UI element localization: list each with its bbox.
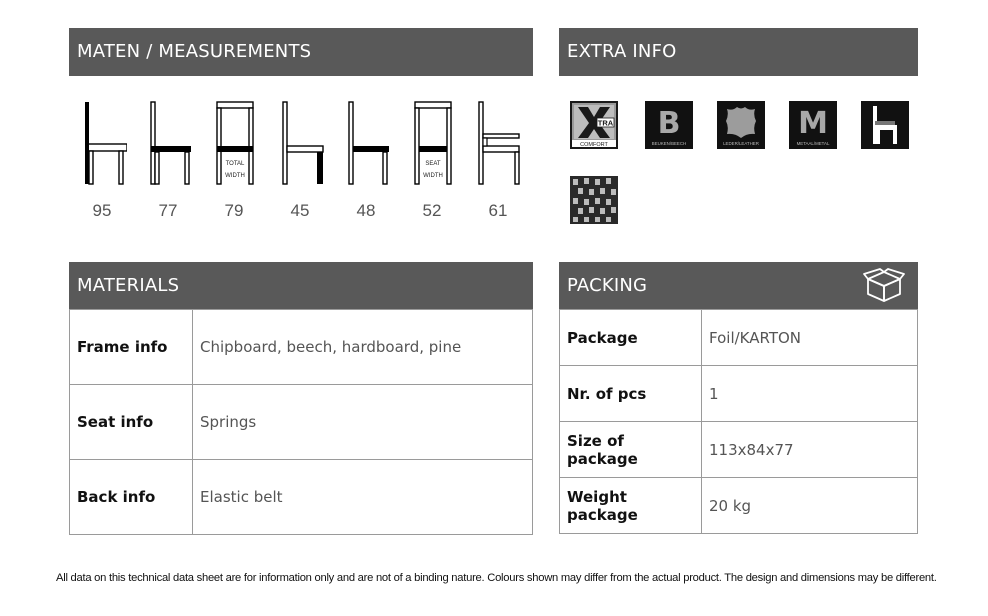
weight-label: Weight package — [560, 478, 702, 534]
diagram-height — [79, 100, 127, 186]
size-label: Size of package — [560, 422, 702, 478]
packing-table — [559, 309, 918, 534]
table-row — [560, 310, 918, 366]
materials-header: MATERIALS — [69, 262, 533, 309]
fabric-pattern-icon — [570, 176, 618, 224]
comfort-caption: COMFORT — [580, 142, 608, 148]
metal-letter: M — [798, 106, 828, 141]
extra-info-header: EXTRA INFO — [559, 28, 918, 76]
frame-info-label: Frame info — [70, 310, 193, 385]
table-row — [70, 460, 533, 535]
pcs-value: 1 — [702, 366, 918, 422]
chair-icon — [861, 101, 909, 149]
measurement-value: 79 — [224, 201, 244, 220]
seat-info-label: Seat info — [70, 385, 193, 460]
measurement-value: 48 — [356, 201, 376, 220]
beech-icon — [645, 101, 693, 149]
package-label: Package — [560, 310, 702, 366]
table-row — [560, 422, 918, 478]
table-row — [70, 385, 533, 460]
seat-info-value: Springs — [193, 385, 533, 460]
packing-header: PACKING — [559, 262, 918, 309]
metal-icon — [789, 101, 837, 149]
materials-table — [69, 309, 533, 535]
back-info-value: Elastic belt — [193, 460, 533, 535]
size-value: 113x84x77 — [702, 422, 918, 478]
measurement-value: 61 — [488, 201, 508, 220]
xtra-label: TRA — [597, 118, 614, 128]
diagram-depth — [277, 100, 325, 186]
seat-width-label-2: WIDTH — [423, 173, 443, 179]
weight-value: 20 kg — [702, 478, 918, 534]
frame-info-value: Chipboard, beech, hardboard, pine — [193, 310, 533, 385]
package-value: Foil/KARTON — [702, 310, 918, 366]
diagram-total-width — [211, 100, 259, 186]
measurement-value: 52 — [422, 201, 442, 220]
measurement-value: 77 — [158, 201, 178, 220]
total-width-label-2: WIDTH — [225, 173, 245, 179]
measurement-value: 45 — [290, 201, 310, 220]
table-row — [560, 478, 918, 534]
diagram-seat-depth — [343, 100, 391, 186]
diagram-armrest — [475, 100, 523, 186]
diagram-seat-height — [145, 100, 193, 186]
back-info-label: Back info — [70, 460, 193, 535]
pcs-label: Nr. of pcs — [560, 366, 702, 422]
table-row — [70, 310, 533, 385]
beech-letter: B — [657, 106, 681, 141]
diagram-seat-width — [409, 100, 457, 186]
beech-caption: BEUKEN/BEECH — [651, 141, 687, 146]
seat-width-label-1: SEAT — [425, 161, 441, 167]
leather-icon — [717, 101, 765, 149]
measurements-header: MATEN / MEASUREMENTS — [69, 28, 533, 76]
box-icon — [862, 268, 906, 304]
measurement-value: 95 — [92, 201, 112, 220]
xtra-comfort-icon — [570, 101, 618, 149]
table-row — [560, 366, 918, 422]
metal-caption: METAAL/METAL — [796, 141, 830, 146]
footer-disclaimer: All data on this technical data sheet are for information only and are not of a binding nature. Colours shown may differ from the actual product. The design and dimensions may be different. — [56, 572, 937, 584]
total-width-label-1: TOTAL — [225, 161, 245, 167]
leather-caption: LEDER/LEATHER — [723, 141, 759, 146]
